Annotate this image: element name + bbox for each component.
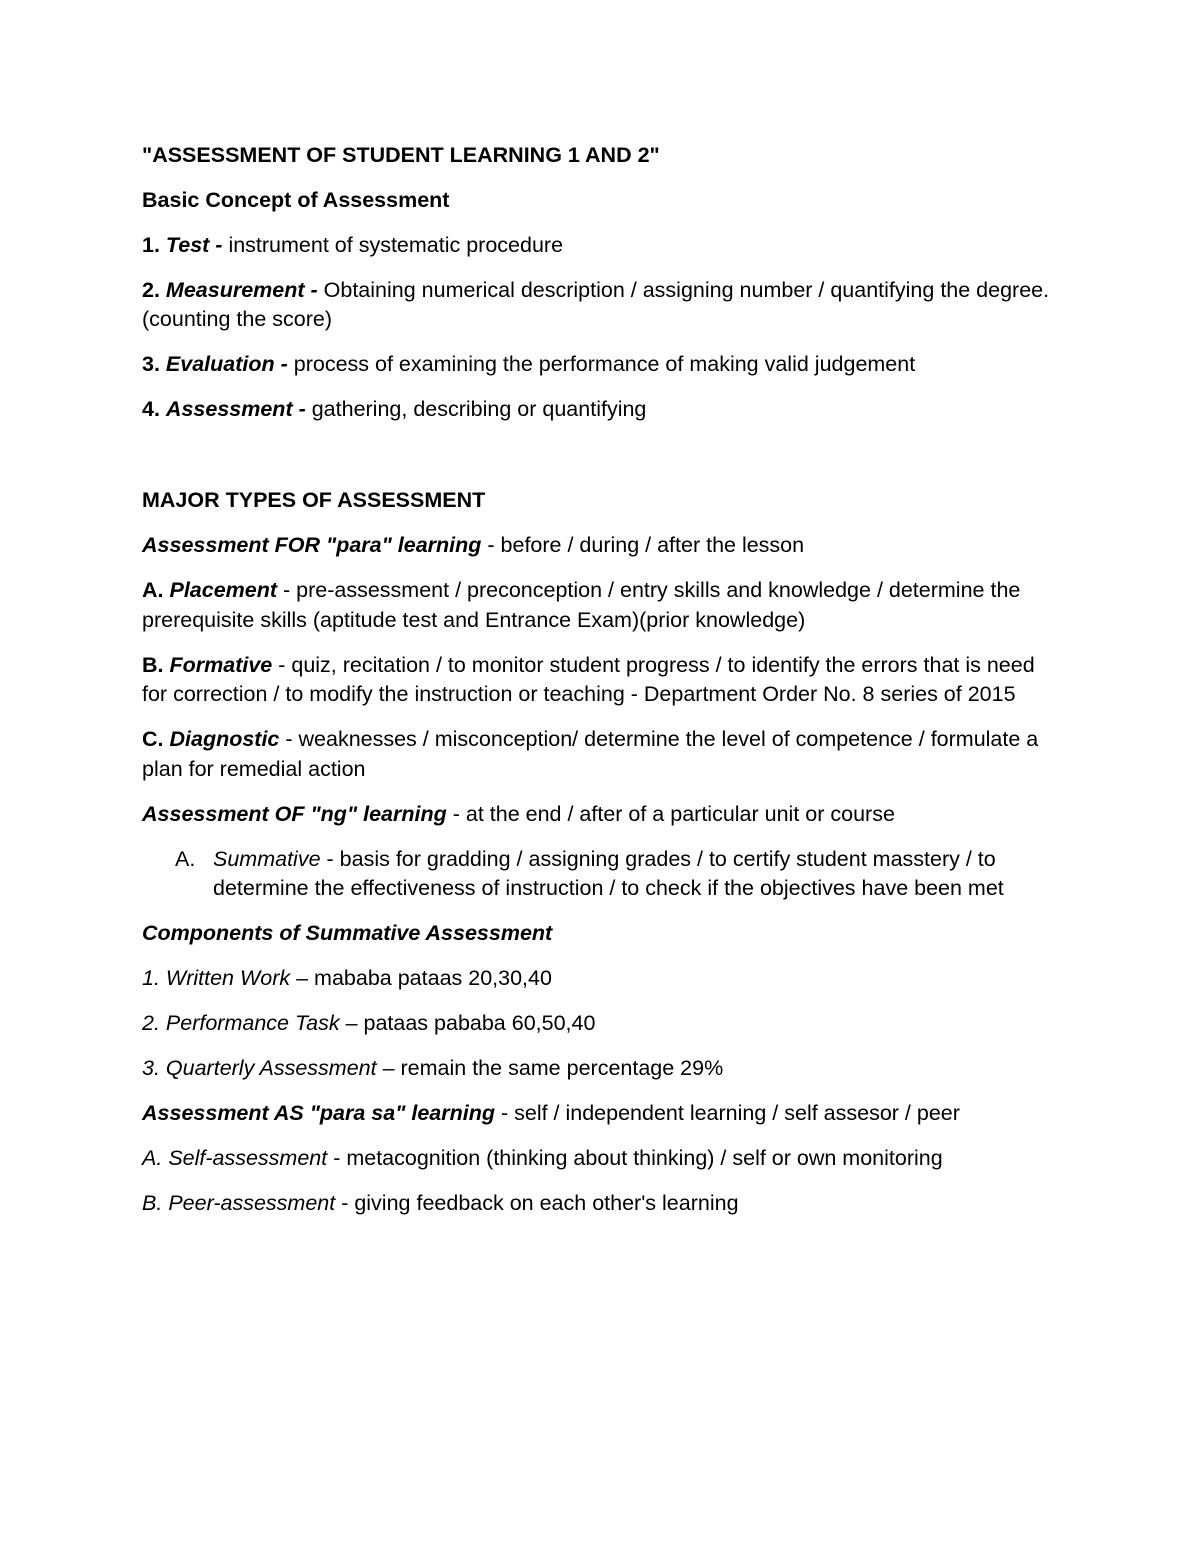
item-term: Summative: [213, 846, 321, 871]
section-term: Assessment FOR "para" learning: [142, 533, 482, 557]
for-item-formative: [142, 651, 1062, 710]
section-term: Assessment AS "para sa" learning: [142, 1101, 495, 1125]
for-item-placement: [142, 576, 1062, 635]
section-term: Assessment OF "ng" learning: [142, 801, 447, 826]
item-letter: A.: [142, 578, 164, 602]
item-number: 2.: [142, 277, 160, 302]
item-number: 3.: [142, 352, 160, 376]
item-letter: C.: [142, 727, 164, 751]
basic-concept-heading: Basic Concept of Assessment: [142, 187, 450, 212]
basic-item-measurement: [142, 276, 1062, 335]
item-description: instrument of systematic procedure: [222, 232, 564, 257]
item-term: Performance Task: [165, 1011, 340, 1035]
item-term: Placement: [169, 578, 278, 602]
item-term: Assessment -: [165, 397, 306, 421]
item-letter: A.: [175, 846, 196, 871]
item-description: – remain the same percentage 29%: [376, 1056, 724, 1080]
item-term: Written Work: [165, 966, 291, 990]
item-term: Test -: [165, 232, 223, 257]
document-title: "ASSESSMENT OF STUDENT LEARNING 1 AND 2": [142, 143, 660, 167]
item-term: Quarterly Assessment: [165, 1056, 377, 1080]
item-description: - basis for gradding / assigning grades / to certify student masstery / to determine the effectiveness of instruction / to check if the objectives have been met: [213, 846, 1004, 900]
assessment-as-learning: [142, 1099, 1062, 1129]
item-number: 2.: [142, 1011, 160, 1035]
item-number: 3.: [142, 1056, 160, 1080]
for-item-diagnostic: [142, 725, 1062, 784]
components-heading: [142, 919, 1062, 949]
major-types-heading: MAJOR TYPES OF ASSESSMENT: [142, 488, 486, 512]
section-description: - before / during / after the lesson: [481, 533, 805, 557]
item-term: Peer-assessment: [168, 1191, 336, 1215]
assessment-for-learning: [142, 531, 1062, 561]
item-description: process of examining the performance of making valid judgement: [287, 352, 916, 376]
blank-line: [142, 440, 1062, 486]
item-letter: B.: [142, 652, 164, 677]
item-description: - giving feedback on each other's learning: [335, 1191, 739, 1215]
basic-item-assessment: [142, 395, 1062, 425]
as-item-self-assessment: [142, 1144, 1062, 1174]
item-term: Formative: [169, 652, 273, 677]
basic-item-test: [142, 231, 1062, 261]
assessment-of-learning: [142, 800, 1062, 830]
of-item-summative: [142, 845, 1062, 904]
item-term: Diagnostic: [169, 727, 280, 751]
components-heading-text: Components of Summative Assessment: [142, 921, 553, 945]
item-description: - quiz, recitation / to monitor student progress / to identify the errors that is need for correction / to modify the instruction or teaching - Department Order No. 8 series of 2015: [142, 652, 1035, 706]
item-description: - metacognition (thinking about thinking) / self or own monitoring: [327, 1146, 943, 1170]
item-description: – mababa pataas 20,30,40: [290, 966, 552, 990]
item-term: Self-assessment: [168, 1146, 328, 1170]
basic-item-evaluation: [142, 350, 1062, 380]
item-description: Obtaining numerical description / assigning number / quantifying the degree. (counting the score): [142, 277, 1050, 331]
component-quarterly-assessment: [142, 1054, 1062, 1084]
item-description: - weaknesses / misconception/ determine the level of competence / formulate a plan for remedial action: [142, 727, 1039, 781]
document-page: [142, 141, 1062, 1234]
section-description: - self / independent learning / self assesor / peer: [495, 1101, 960, 1125]
component-performance-task: [142, 1009, 1062, 1039]
item-term: Evaluation -: [165, 352, 288, 376]
as-item-peer-assessment: [142, 1189, 1062, 1219]
item-description: - pre-assessment / preconception / entry skills and knowledge / determine the prerequisite skills (aptitude test and Entrance Exam)(prior knowledge): [142, 578, 1021, 632]
item-number: 1.: [142, 232, 160, 257]
item-number: 1.: [142, 966, 160, 990]
item-term: Measurement -: [165, 277, 318, 302]
component-written-work: [142, 964, 1062, 994]
item-description: – pataas pababa 60,50,40: [339, 1011, 596, 1035]
item-letter: B.: [142, 1191, 163, 1215]
item-letter: A.: [142, 1146, 163, 1170]
section-description: - at the end / after of a particular unit or course: [446, 801, 895, 826]
item-number: 4.: [142, 397, 160, 421]
item-description: gathering, describing or quantifying: [305, 397, 647, 421]
